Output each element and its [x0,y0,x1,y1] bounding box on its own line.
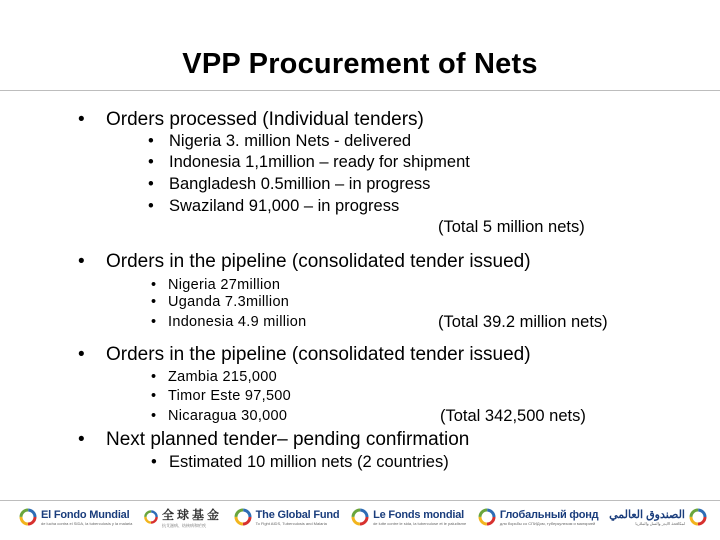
section-3-total: (Total 342,500 nets) [440,407,586,425]
bullet-icon: • [78,344,85,365]
bullet-icon: • [148,175,154,193]
logo-arabic: الصندوق العالمي لمكافحة الايدز والسل والملاريا [609,507,708,527]
list-item: • Zambia 215,000 [151,369,277,385]
bullet-icon: • [148,132,154,150]
bullet-icon: • [151,369,157,385]
list-item: • Bangladesh 0.5million – in progress [148,175,431,193]
global-fund-ring-icon [143,509,159,525]
list-item: • Timor Este 97,500 [151,388,292,404]
section-2-heading: • Orders in the pipeline (consolidated tender issued) [78,251,531,272]
logo-el-fondo-mundial: El Fondo Mundial de lucha contra el SIDA, la tuberculosis y la malaria [18,507,132,527]
section-1-total: (Total 5 million nets) [438,218,585,236]
list-item: • Indonesia 1,1million – ready for shipment [148,153,470,171]
logo-the-global-fund: The Global Fund To Fight AIDS, Tuberculosis and Malaria [233,507,340,527]
list-item: • Uganda 7.3million [151,294,290,310]
bullet-icon: • [151,388,157,404]
slide-title: VPP Procurement of Nets [182,48,538,80]
bottom-divider [0,500,720,501]
bullet-icon: • [148,153,154,171]
bullet-icon: • [78,251,85,272]
section-1-heading: • Orders processed (Individual tenders) [78,109,424,130]
list-item: • Estimated 10 million nets (2 countries) [151,453,449,471]
logo-chinese: 全球基金 抗艾滋病、结核病和疟疾 [143,506,222,529]
list-item: • Nigeria 27million [151,277,281,293]
bullet-icon: • [78,109,85,130]
top-divider [0,90,720,91]
list-item: • Nigeria 3. million Nets - delivered [148,132,412,150]
bullet-icon: • [151,314,157,330]
list-item: • Nicaragua 30,000 [151,408,288,424]
global-fund-ring-icon [233,507,253,527]
section-4-heading: • Next planned tender– pending confirmation [78,429,470,450]
footer-logo-strip [18,504,708,530]
global-fund-ring-icon [477,507,497,527]
bullet-icon: • [151,453,157,471]
global-fund-ring-icon [350,507,370,527]
list-item: • Swaziland 91,000 – in progress [148,197,400,215]
bullet-icon: • [78,429,85,450]
bullet-icon: • [151,294,157,310]
logo-russian: Глобальный фонд для борьбы со СПИДом, туберкулезом и малярией [477,507,599,527]
bullet-icon: • [151,408,157,424]
global-fund-ring-icon [688,507,708,527]
bullet-icon: • [148,197,154,215]
section-3-heading: • Orders in the pipeline (consolidated tender issued) [78,344,531,365]
section-2-total: (Total 39.2 million nets) [438,313,608,331]
list-item: • Indonesia 4.9 million [151,314,307,330]
global-fund-ring-icon [18,507,38,527]
bullet-icon: • [151,277,157,293]
logo-le-fonds-mondial: Le Fonds mondial de lutte contre le sida, la tuberculose et le paludisme [350,507,466,527]
